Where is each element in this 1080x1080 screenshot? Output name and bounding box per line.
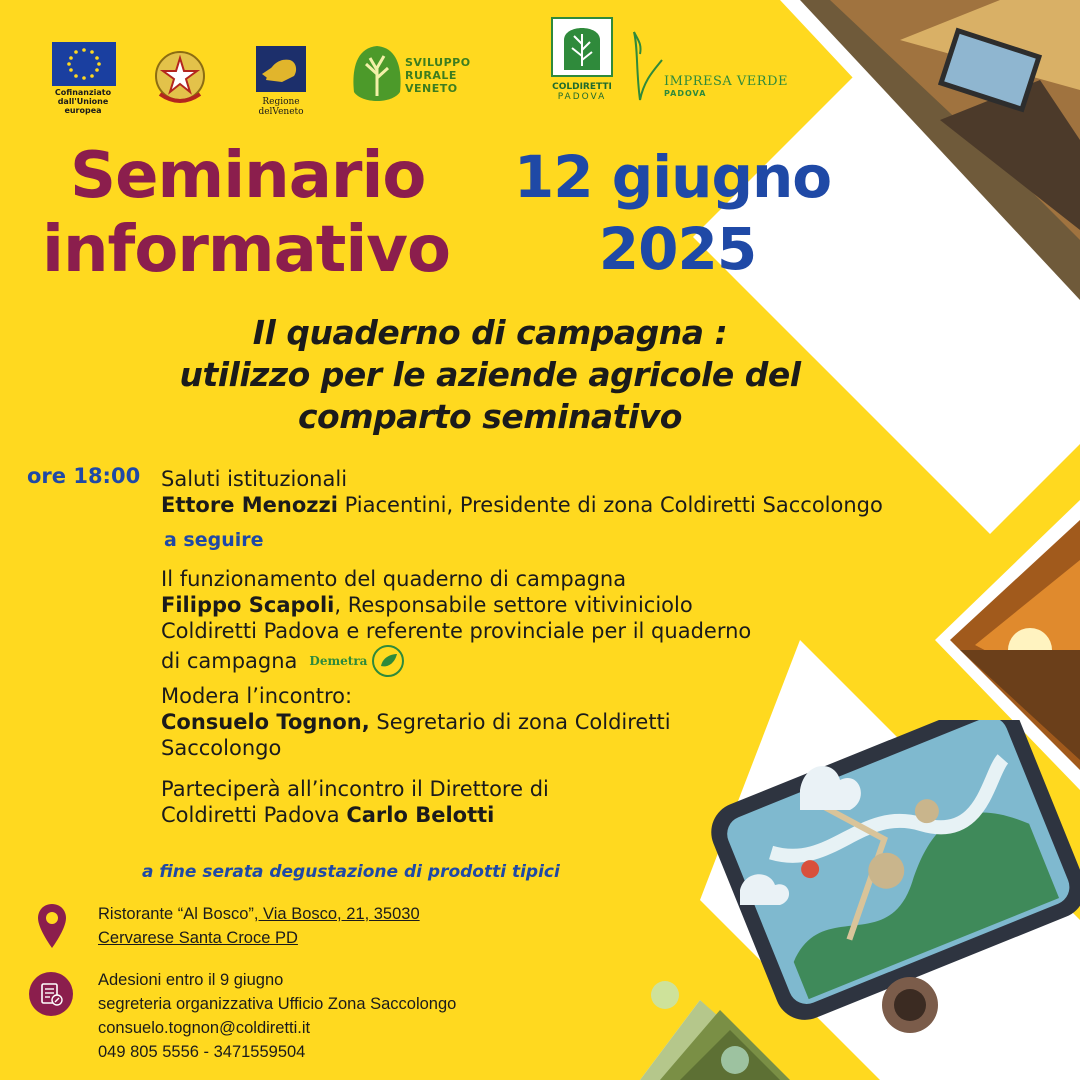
impresa-city: PADOVA [664, 89, 707, 98]
document-edit-icon [29, 972, 73, 1016]
contacts-info [98, 968, 558, 1064]
coldiretti-logo [548, 16, 616, 102]
sprout-icon [630, 30, 664, 102]
phone-map-illustration [700, 720, 1080, 1050]
eu-logo [52, 42, 118, 115]
date-line1: 12 giugno [513, 143, 832, 211]
location-info [98, 902, 518, 950]
item1-name: Ettore Menozzi [161, 493, 338, 517]
impresa-verde-logo [630, 30, 788, 102]
item4-name: Carlo Belotti [346, 803, 495, 827]
demetra-leaf-icon [371, 644, 405, 678]
item2-title: Il funzionamento del quaderno di campagna [161, 567, 627, 591]
subtitle [60, 312, 920, 438]
item2-role3: di campagna [161, 649, 298, 673]
regione-caption: Regione delVeneto [258, 97, 304, 117]
eu-flag-icon [52, 42, 116, 86]
subtitle-line1: Il quaderno di campagna : [252, 313, 728, 352]
title-line1: Seminario [70, 139, 426, 213]
demetra-label: Demetra [309, 654, 368, 668]
subtitle-line2: utilizzo per le aziende agricole del [179, 355, 801, 394]
program-time: ore 18:00 [27, 464, 141, 488]
organizer-office: segreteria organizzativa Ufficio Zona Saccolongo [98, 995, 457, 1013]
sviluppo-line3: VENETO [405, 81, 458, 95]
tree-icon [352, 44, 402, 106]
sviluppo-line2: RURALE [405, 68, 457, 82]
item3-role1: Segretario di zona Coldiretti [369, 710, 671, 734]
coldiretti-city: PADOVA [557, 92, 607, 102]
eu-caption: Cofinanziato dall'Unione europea [54, 88, 112, 115]
venue-town[interactable]: Cervarese Santa Croce PD [98, 929, 298, 947]
venue-address[interactable]: , Via Bosco, 21, 35030 [253, 905, 420, 923]
item3-role2: Saccolongo [161, 736, 282, 760]
impresa-name: IMPRESA VERDE [664, 74, 788, 89]
sviluppo-rurale-logo [352, 44, 471, 106]
coldiretti-emblem-icon [550, 16, 614, 78]
item2-name: Filippo Scapoli [161, 593, 335, 617]
program-item-4 [161, 776, 861, 828]
tasting-note: a fine serata degustazione di prodotti tipici [142, 862, 560, 882]
program-item-2 [161, 566, 861, 678]
date-line2: 2025 [598, 215, 757, 283]
title-line2: informativo [42, 213, 450, 287]
item1-role: Piacentini, Presidente di zona Coldiretti Saccolongo [337, 493, 883, 517]
registration-deadline: Adesioni entro il 9 giugno [98, 971, 284, 989]
item1-title: Saluti istituzionali [161, 467, 348, 491]
location-pin-icon [36, 902, 68, 950]
sviluppo-line1: SVILUPPO [405, 55, 471, 69]
item2-role2: Coldiretti Padova e referente provinciale per il quaderno [161, 619, 752, 643]
subtitle-line3: comparto seminativo [298, 397, 682, 436]
contact-email[interactable]: consuelo.tognon@coldiretti.it [98, 1019, 311, 1037]
item4-line1: Parteciperà all’incontro il Direttore di [161, 777, 549, 801]
item3-title: Modera l’incontro: [161, 684, 353, 708]
program-item-1 [161, 466, 981, 518]
coldiretti-name: COLDIRETTI [552, 82, 612, 92]
item3-name: Consuelo Tognon, [161, 710, 370, 734]
program-item-3 [161, 683, 861, 761]
veneto-lion-icon [254, 44, 308, 94]
item2-role1: , Responsabile settore vitiviniciolo [334, 593, 693, 617]
item4-line2: Coldiretti Padova [161, 803, 347, 827]
veneto-logo [240, 44, 322, 118]
venue-name: Ristorante “Al Bosco” [98, 905, 254, 923]
italian-republic-emblem-icon [150, 46, 210, 108]
following-label: a seguire [164, 529, 264, 551]
contact-phones[interactable]: 049 805 5556 - 3471559504 [98, 1043, 306, 1061]
